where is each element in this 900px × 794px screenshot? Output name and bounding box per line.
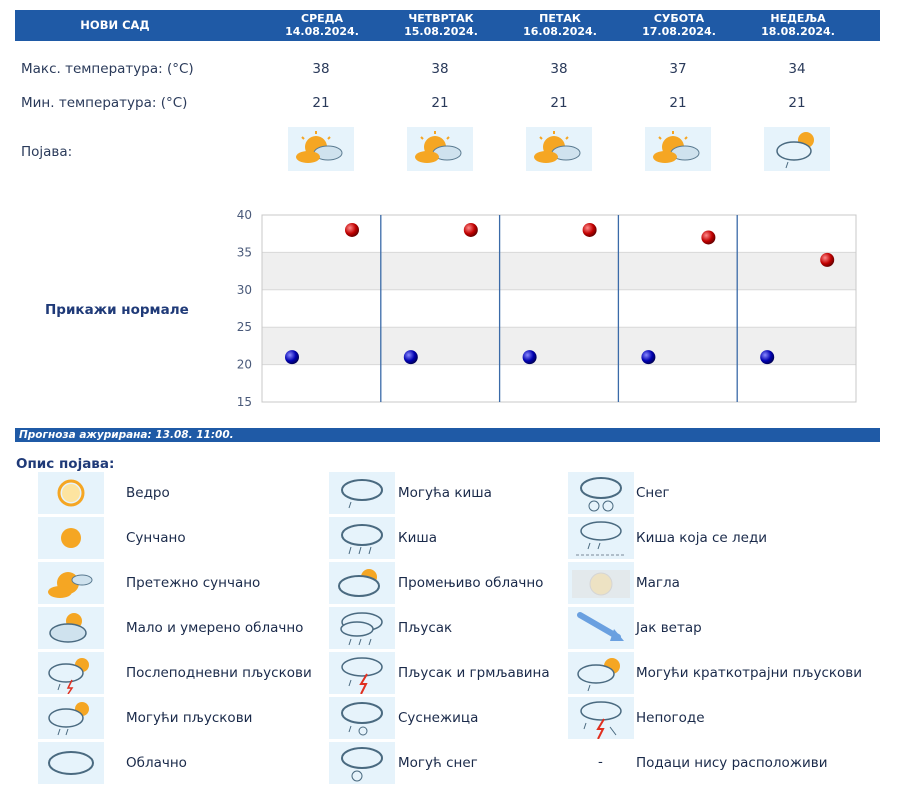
y-tick-label: 30 (236, 282, 252, 297)
day-date: 15.08.2024. (404, 25, 478, 38)
min-temp-value: 21 (431, 95, 449, 111)
variable-cloudy-icon (329, 562, 395, 604)
min-temp-label: Мин. температура: (°C) (21, 95, 188, 111)
afternoon-showers-icon (38, 652, 104, 694)
y-tick-label: 35 (236, 245, 252, 260)
day-date: 18.08.2024. (761, 25, 835, 38)
day-date: 14.08.2024. (285, 25, 359, 38)
legend-label: Промењиво облачно (398, 575, 544, 591)
y-tick-label: 40 (236, 208, 252, 222)
day-date: 16.08.2024. (523, 25, 597, 38)
max-temp-point (820, 253, 834, 267)
y-tick-label: 25 (236, 320, 252, 335)
legend-label: Послеподневни пљускови (126, 665, 312, 681)
max-temp-value: 38 (431, 61, 449, 77)
day-name: СУБОТА (653, 12, 705, 25)
max-temp-value: 38 (312, 61, 330, 77)
freezing-rain-icon (568, 517, 634, 559)
min-temp-value: 21 (669, 95, 687, 111)
city-name: НОВИ САД (80, 18, 150, 32)
partly-cloudy-icon (38, 607, 104, 649)
snow-icon (568, 472, 634, 514)
min-temp-value: 21 (312, 95, 330, 111)
legend-label: Ведро (126, 485, 170, 501)
day-name: СРЕДА (301, 12, 343, 25)
legend-label: Пљусак (398, 620, 453, 636)
legend-label: Суснежица (398, 710, 479, 726)
thunder-shower-icon (329, 652, 395, 694)
legend-label: Пљусак и грмљавина (398, 665, 550, 681)
day-name: ПЕТАК (539, 12, 581, 25)
legend-label: Непогоде (636, 710, 705, 726)
shower-icon (329, 607, 395, 649)
legend-label: Киша (398, 530, 437, 546)
legend-title: Опис појава: (16, 456, 115, 472)
possible-rain-icon (329, 472, 395, 514)
fog-icon (568, 562, 634, 604)
chart-plot-area (262, 215, 856, 402)
y-tick-label: 15 (236, 395, 252, 409)
chart-band (262, 252, 856, 289)
phenomenon-label: Појава: (21, 144, 73, 160)
mostly-sunny-icon (38, 562, 104, 604)
legend-label: Снег (636, 485, 670, 501)
legend-label: Магла (636, 575, 680, 591)
update-bar (15, 428, 880, 442)
min-temp-point (760, 350, 774, 364)
legend-label: Могућа киша (398, 485, 492, 501)
max-temp-value: 34 (788, 61, 806, 77)
brief-showers-icon (568, 652, 634, 694)
legend-label: Могућ снег (398, 755, 478, 771)
update-text: Прогноза ажурирана: 13.08. 11:00. (19, 429, 234, 441)
legend-label: Сунчано (126, 530, 186, 546)
possible-snow-icon (329, 742, 395, 784)
legend-label: Могући краткотрајни пљускови (636, 665, 863, 681)
strong-wind-icon (568, 607, 634, 649)
clear-sun-icon (38, 472, 104, 514)
max-temp-point (464, 223, 478, 237)
max-temp-value: 37 (669, 61, 687, 77)
max-temp-point (583, 223, 597, 237)
max-temp-label: Макс. температура: (°C) (21, 61, 194, 77)
legend-label: Подаци нису расположиви (636, 755, 828, 771)
no-data-dash: - (598, 754, 603, 770)
min-temp-point (404, 350, 418, 364)
day-date: 17.08.2024. (642, 25, 716, 38)
min-temp-point (285, 350, 299, 364)
legend-label: Јак ветар (636, 620, 702, 636)
legend-label: Облачно (126, 755, 187, 771)
day-name: ЧЕТВРТАК (408, 12, 474, 25)
max-temp-value: 38 (550, 61, 568, 77)
sun-icon (38, 517, 104, 559)
legend-label: Мало и умерено облачно (126, 620, 304, 636)
rain-icon (329, 517, 395, 559)
max-temp-point (701, 230, 715, 244)
min-temp-value: 21 (788, 95, 806, 111)
min-temp-point (523, 350, 537, 364)
cloudy-icon (38, 742, 104, 784)
storm-icon (568, 697, 634, 739)
y-tick-label: 20 (236, 357, 252, 372)
possible-showers-icon (38, 697, 104, 739)
min-temp-point (641, 350, 655, 364)
day-name: НЕДЕЉА (770, 12, 826, 25)
max-temp-point (345, 223, 359, 237)
legend-label: Претежно сунчано (126, 575, 261, 591)
legend-label: Киша која се леди (636, 530, 768, 546)
show-normals-link[interactable]: Прикажи нормале (45, 302, 189, 318)
sleet-icon (329, 697, 395, 739)
min-temp-value: 21 (550, 95, 568, 111)
legend-label: Могући пљускови (126, 710, 253, 726)
